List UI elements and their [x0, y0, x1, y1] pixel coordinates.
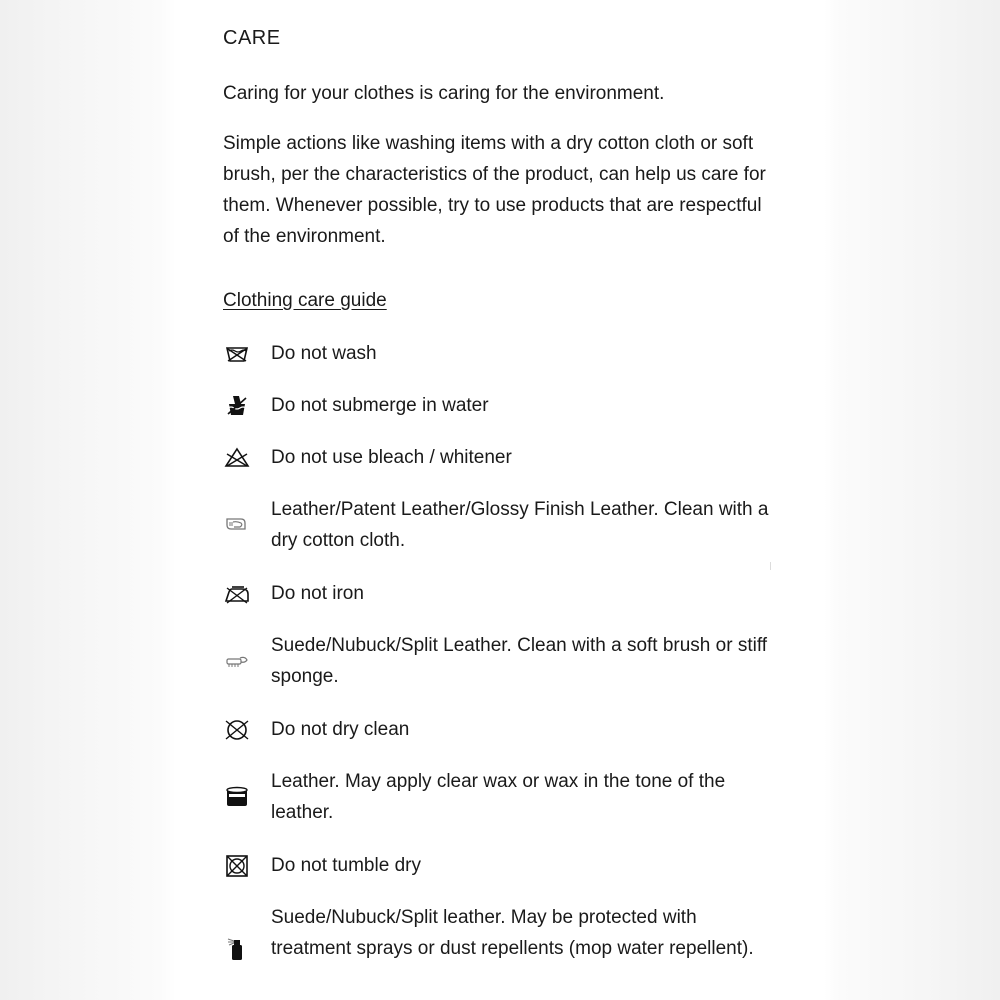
care-instruction-text: Do not wash — [271, 343, 377, 364]
do-not-wash-icon — [223, 340, 251, 368]
care-instruction-text: Do not submerge in water — [271, 395, 489, 416]
care-instruction-text: Leather. May apply clear wax or wax in the tone of the leather. — [271, 771, 726, 823]
wax-tin-icon — [223, 782, 251, 810]
do-not-tumble-dry-icon — [223, 852, 251, 880]
do-not-dry-clean-icon — [223, 716, 251, 744]
care-instruction-text: Suede/Nubuck/Split leather. May be protected with treatment sprays or dust repellents (mop water repellent). — [271, 907, 754, 959]
hand-cloth-icon — [223, 510, 251, 538]
care-body: Simple actions like washing items with a dry cotton cloth or soft brush, per the characteristics of the product, can help us care for them. Whenever possible, try to use products that are respectful of the environment. — [223, 133, 766, 247]
care-instruction-text: Do not use bleach / whitener — [271, 447, 512, 468]
do-not-bleach-icon — [223, 444, 251, 472]
care-intro: Caring for your clothes is caring for the environment. — [223, 83, 665, 104]
care-instruction-text: Leather/Patent Leather/Glossy Finish Leather. Clean with a dry cotton cloth. — [271, 499, 769, 551]
clothing-care-guide-link[interactable]: Clothing care guide — [223, 290, 387, 311]
spray-bottle-icon — [223, 934, 251, 962]
care-instruction-text: Do not iron — [271, 583, 364, 604]
care-panel — [176, 0, 824, 1000]
do-not-iron-icon — [223, 580, 251, 608]
soft-brush-icon — [223, 646, 251, 674]
do-not-submerge-icon — [223, 392, 251, 420]
care-instruction-text: Suede/Nubuck/Split Leather. Clean with a soft brush or stiff sponge. — [271, 635, 768, 687]
care-title: CARE — [223, 27, 281, 49]
care-instruction-text: Do not dry clean — [271, 719, 410, 740]
care-instruction-text: Do not tumble dry — [271, 855, 421, 876]
scroll-marker — [770, 562, 771, 570]
